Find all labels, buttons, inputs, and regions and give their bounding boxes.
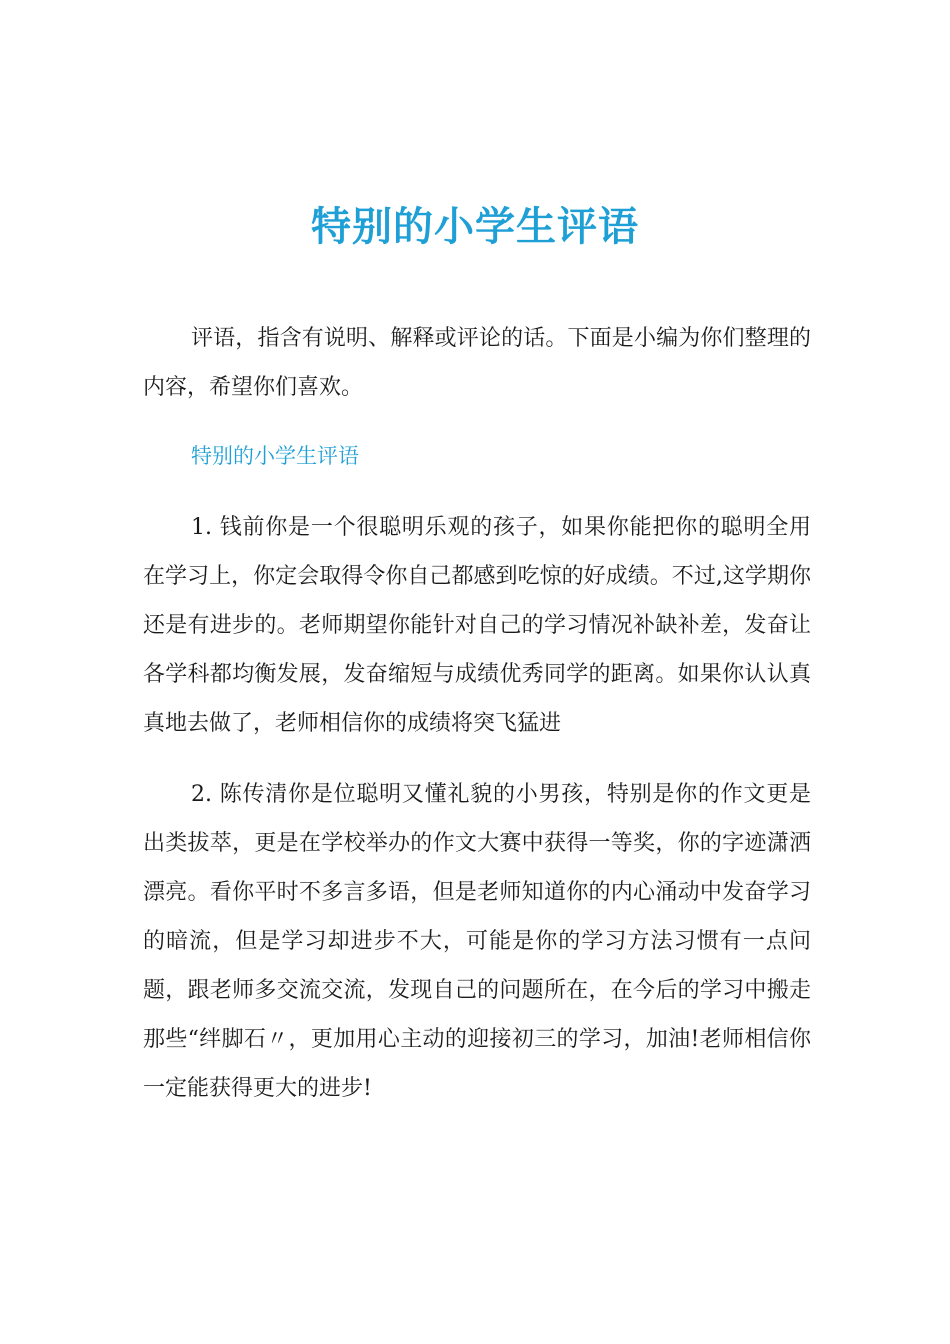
intro-paragraph: 评语，指含有说明、解释或评论的话。下面是小编为你们整理的内容，希望你们喜欢。 [143, 326, 811, 400]
section-heading: 特别的小学生评语 [191, 444, 359, 468]
page-title: 特别的小学生评语 [311, 203, 639, 250]
comment-item-2: 2. 陈传清你是位聪明又懂礼貌的小男孩，特别是你的作文更是出类拔萃，更是在学校举办的作文大赛中获得一等奖，你的字迹潇洒漂亮。看你平时不多言多语，但是老师知道你的内心涌动中发奋学习的暗流，但是学习却进步不大，可能是你的学习方法习惯有一点问题，跟老师多交流交流，发现自己的问题所在，在今后的学习中搬走那些“绊脚石〃，更加用心主动的迎接初三的学习，加油!老师相信你一定能获得更大的进步! [143, 782, 811, 1101]
document-body [143, 314, 811, 1135]
comment-item-1: 1. 钱前你是一个很聪明乐观的孩子，如果你能把你的聪明全用在学习上，你定会取得令你自己都感到吃惊的好成绩。不过,这学期你还是有进步的。老师期望你能针对自己的学习情况补缺补差，发奋让各学科都均衡发展，发奋缩短与成绩优秀同学的距离。如果你认认真真地去做了，老师相信你的成绩将突飞猛进 [143, 515, 811, 736]
